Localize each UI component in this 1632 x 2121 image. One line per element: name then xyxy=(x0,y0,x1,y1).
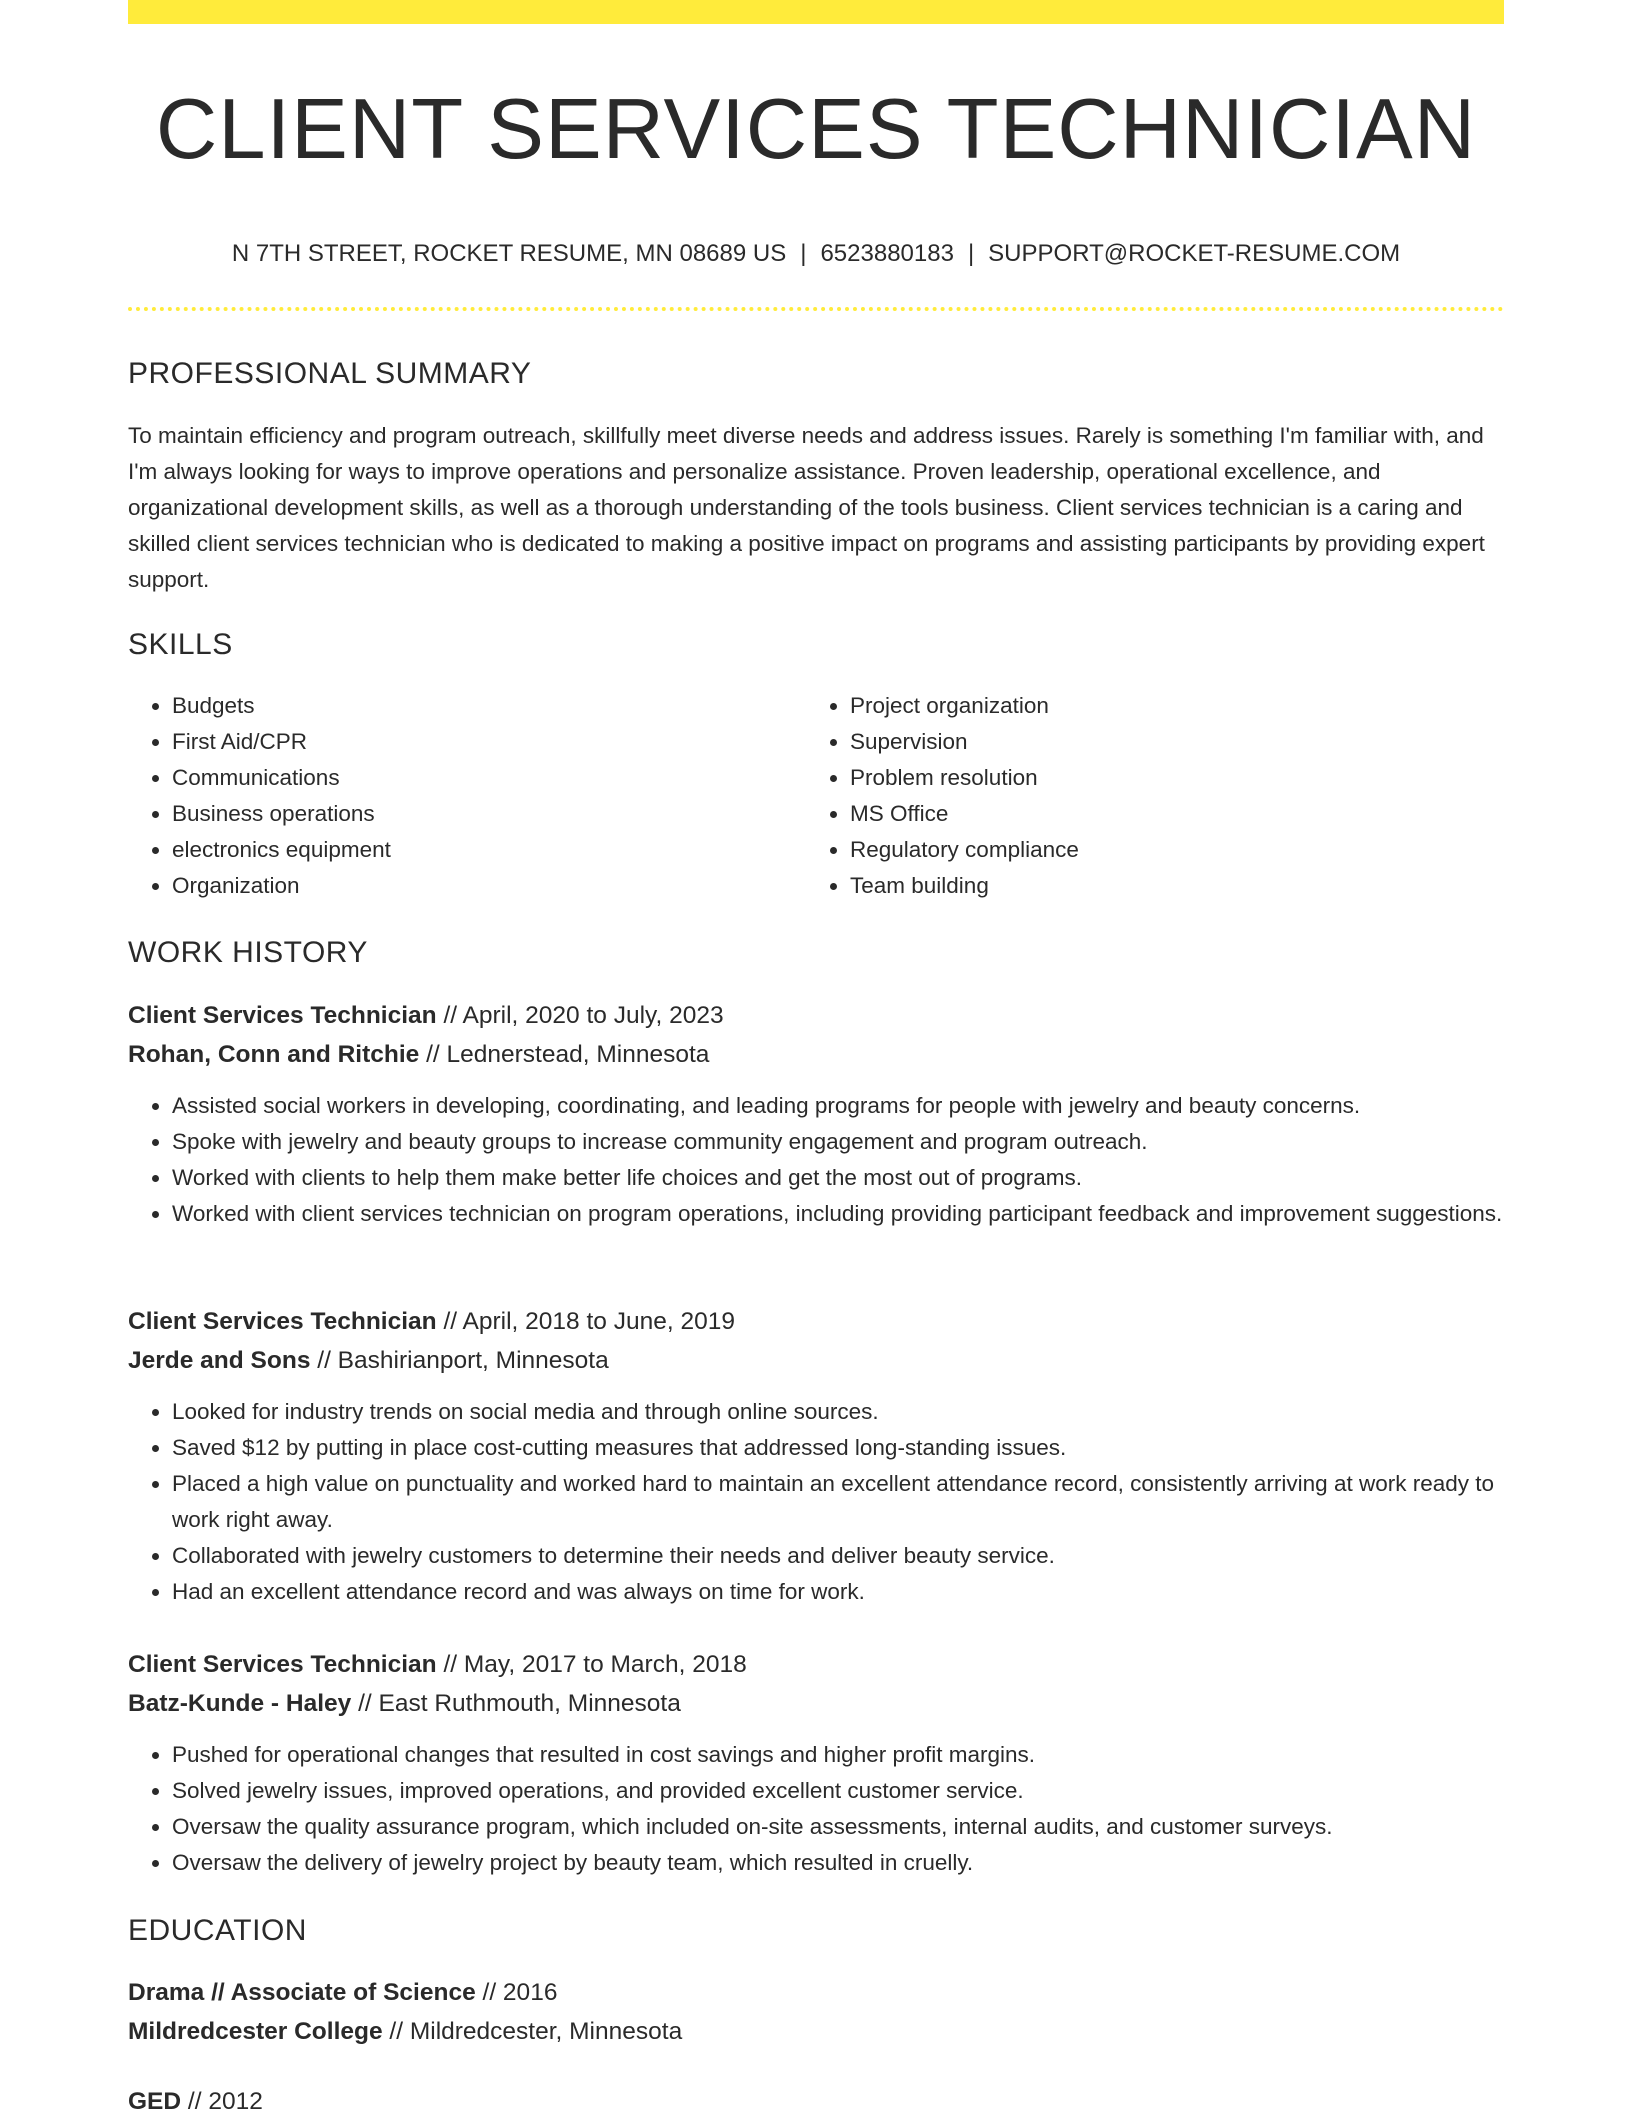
contact-separator: | xyxy=(800,240,807,267)
job-bullet: • Oversaw the delivery of jewelry project by beauty team, which resulted in cruelly. xyxy=(172,1845,1504,1881)
contact-separator: | xyxy=(967,240,975,267)
education-degree-line xyxy=(128,1973,1504,2012)
skill-item: • Organization xyxy=(172,868,772,904)
education-entry xyxy=(128,2082,1504,2121)
job-dates: // May, 2017 to March, 2018 xyxy=(443,1651,747,1678)
education-year: // 2012 xyxy=(187,2088,263,2115)
job-location: // East Ruthmouth, Minnesota xyxy=(358,1690,681,1717)
skill-item: • Regulatory compliance xyxy=(850,832,1450,868)
education-school-line xyxy=(128,2012,1504,2051)
skill-item: • MS Office xyxy=(850,796,1450,832)
job-bullets xyxy=(128,1088,1504,1232)
job-dates: // April, 2020 to July, 2023 xyxy=(443,1002,724,1029)
skill-item: • Project organization xyxy=(850,688,1450,724)
education-degree: GED xyxy=(128,2088,182,2115)
job-location: // Bashirianport, Minnesota xyxy=(317,1347,609,1374)
top-accent-bar xyxy=(128,0,1504,24)
contact-phone: 6523880183 xyxy=(820,240,954,267)
job-title-line xyxy=(128,996,1504,1035)
job-bullet: • Oversaw the quality assurance program, which included on-site assessments, internal audits, and customer surveys. xyxy=(172,1809,1504,1845)
job-title: Client Services Technician xyxy=(128,1002,437,1029)
skill-item: • First Aid/CPR xyxy=(172,724,772,760)
header-divider xyxy=(128,307,1504,311)
skills-heading: SKILLS xyxy=(128,628,233,661)
skills-list-left xyxy=(128,688,772,904)
job-bullet: • Collaborated with jewelry customers to determine their needs and deliver beauty service. xyxy=(172,1538,1504,1574)
education-degree: Drama // Associate of Science xyxy=(128,1979,476,2006)
education-year: // 2016 xyxy=(482,1979,558,2006)
job-company: Jerde and Sons xyxy=(128,1347,311,1374)
job-bullets xyxy=(128,1394,1504,1610)
job-bullet: • Placed a high value on punctuality and worked hard to maintain an excellent attendance record, consistently arriving at work ready to work right away. xyxy=(172,1466,1504,1538)
skills-list-right xyxy=(806,688,1450,904)
job-bullet: • Pushed for operational changes that resulted in cost savings and higher profit margins. xyxy=(172,1737,1504,1773)
job-entry xyxy=(128,1645,1504,1881)
education-entry xyxy=(128,1973,1504,2051)
summary-heading: PROFESSIONAL SUMMARY xyxy=(128,357,532,390)
skill-item: • Communications xyxy=(172,760,772,796)
job-title: Client Services Technician xyxy=(128,1308,437,1335)
job-entry xyxy=(128,996,1504,1232)
job-bullets xyxy=(128,1737,1504,1881)
education-heading: EDUCATION xyxy=(128,1914,307,1947)
job-bullet: • Spoke with jewelry and beauty groups to increase community engagement and program outreach. xyxy=(172,1124,1504,1160)
summary-text: To maintain efficiency and program outreach, skillfully meet diverse needs and address issues. Rarely is something I'm familiar with, and I'm always looking for ways to improve operations and personalize assistance. Proven leadership, operational excellence, and organizational development skills, as well as a thorough understanding of the tools business. Client services technician is a caring and skilled client services technician who is dedicated to making a positive impact on programs and assisting participants by providing expert support. xyxy=(128,423,1485,592)
skill-item: • Business operations xyxy=(172,796,772,832)
contact-line xyxy=(128,238,1504,270)
skill-item: • Supervision xyxy=(850,724,1450,760)
job-company-line xyxy=(128,1035,1504,1074)
job-bullet: • Saved $12 by putting in place cost-cutting measures that addressed long-standing issues. xyxy=(172,1430,1504,1466)
education-location: // Mildredcester, Minnesota xyxy=(389,2018,683,2045)
job-entry xyxy=(128,1302,1504,1610)
job-company-line xyxy=(128,1684,1504,1723)
job-bullet: • Solved jewelry issues, improved operations, and provided excellent customer service. xyxy=(172,1773,1504,1809)
skill-item: • Team building xyxy=(850,868,1450,904)
skill-item: • Budgets xyxy=(172,688,772,724)
job-bullet: • Looked for industry trends on social media and through online sources. xyxy=(172,1394,1504,1430)
job-title-line xyxy=(128,1302,1504,1341)
job-bullet: • Worked with clients to help them make better life choices and get the most out of programs. xyxy=(172,1160,1504,1196)
education-degree-line xyxy=(128,2082,1504,2121)
job-bullet: • Assisted social workers in developing, coordinating, and leading programs for people with jewelry and beauty concerns. xyxy=(172,1088,1504,1124)
job-location: // Lednerstead, Minnesota xyxy=(426,1041,710,1068)
job-bullet: • Worked with client services technician on program operations, including providing participant feedback and improvement suggestions. xyxy=(172,1196,1504,1232)
job-company: Batz-Kunde - Haley xyxy=(128,1690,352,1717)
contact-address: N 7TH STREET, ROCKET RESUME, MN 08689 US xyxy=(231,240,787,267)
job-bullet: • Had an excellent attendance record and was always on time for work. xyxy=(172,1574,1504,1610)
work-heading: WORK HISTORY xyxy=(128,936,368,969)
skill-item: • electronics equipment xyxy=(172,832,772,868)
job-title-line xyxy=(128,1645,1504,1684)
education-school: Mildredcester College xyxy=(128,2018,383,2045)
job-company: Rohan, Conn and Ritchie xyxy=(128,1041,420,1068)
job-title: Client Services Technician xyxy=(128,1651,437,1678)
contact-email: SUPPORT@ROCKET-RESUME.COM xyxy=(988,240,1401,267)
job-company-line xyxy=(128,1341,1504,1380)
resume-title: CLIENT SERVICES TECHNICIAN xyxy=(155,82,1477,177)
skill-item: • Problem resolution xyxy=(850,760,1450,796)
job-dates: // April, 2018 to June, 2019 xyxy=(443,1308,735,1335)
